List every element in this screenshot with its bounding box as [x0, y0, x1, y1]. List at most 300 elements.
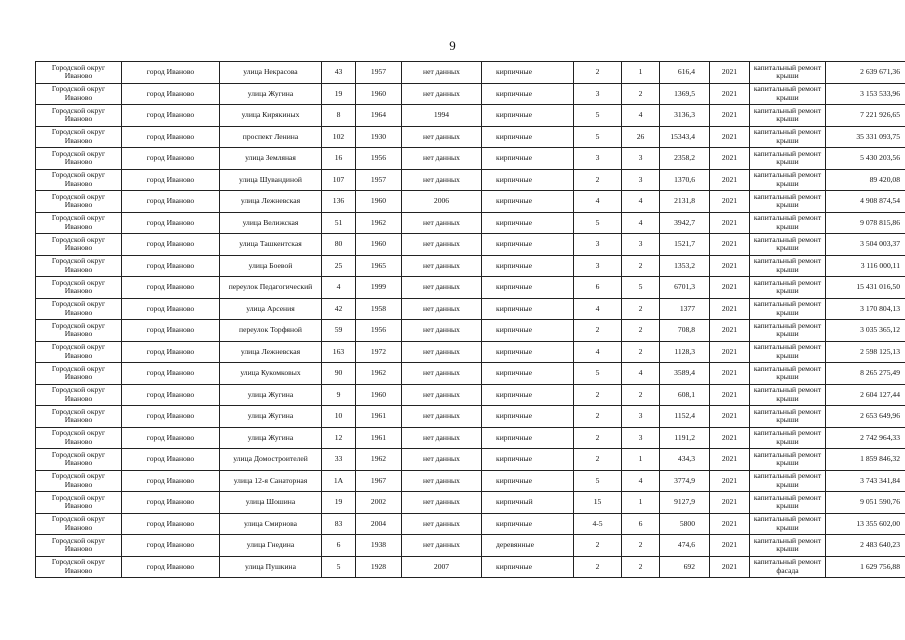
cell-municipality: Городской округ Иваново [36, 212, 122, 234]
cell-cost: 2 639 671,36 [826, 62, 905, 84]
cell-work-type: капитальный ремонт крыши [750, 169, 826, 191]
cell-work-type: капитальный ремонт крыши [750, 62, 826, 84]
cell-wall-material: деревянные [482, 535, 574, 557]
cell-entrances: 3 [622, 234, 660, 256]
cell-area: 9127,9 [660, 492, 710, 514]
cell-plan-year: 2021 [710, 513, 750, 535]
cell-street: улица Пушкина [220, 556, 322, 578]
cell-area: 474,6 [660, 535, 710, 557]
cell-work-type: капитальный ремонт крыши [750, 513, 826, 535]
cell-work-type: капитальный ремонт фасада [750, 556, 826, 578]
cell-house-number: 12 [322, 427, 356, 449]
cell-street: улица 12-я Санаторная [220, 470, 322, 492]
cell-settlement: город Иваново [122, 535, 220, 557]
cell-plan-year: 2021 [710, 255, 750, 277]
cell-renovation-year: 2007 [402, 556, 482, 578]
cell-municipality: Городской округ Иваново [36, 169, 122, 191]
cell-floors: 4 [574, 191, 622, 213]
cell-settlement: город Иваново [122, 277, 220, 299]
cell-wall-material: кирпичные [482, 384, 574, 406]
cell-entrances: 2 [622, 83, 660, 105]
cell-work-type: капитальный ремонт крыши [750, 341, 826, 363]
cell-renovation-year: нет данных [402, 384, 482, 406]
cell-renovation-year: нет данных [402, 363, 482, 385]
page-number: 9 [449, 38, 456, 53]
cell-wall-material: кирпичные [482, 62, 574, 84]
cell-work-type: капитальный ремонт крыши [750, 427, 826, 449]
cell-cost: 35 331 093,75 [826, 126, 905, 148]
cell-area: 3942,7 [660, 212, 710, 234]
cell-work-type: капитальный ремонт крыши [750, 255, 826, 277]
cell-entrances: 1 [622, 449, 660, 471]
cell-settlement: город Иваново [122, 212, 220, 234]
cell-house-number: 9 [322, 384, 356, 406]
cell-area: 1370,6 [660, 169, 710, 191]
cell-street: улица Гнедина [220, 535, 322, 557]
cell-area: 434,3 [660, 449, 710, 471]
cell-area: 708,8 [660, 320, 710, 342]
cell-area: 692 [660, 556, 710, 578]
cell-settlement: город Иваново [122, 470, 220, 492]
cell-area: 2358,2 [660, 148, 710, 170]
cell-municipality: Городской округ Иваново [36, 492, 122, 514]
cell-area: 1369,5 [660, 83, 710, 105]
cell-renovation-year: нет данных [402, 255, 482, 277]
cell-build-year: 2004 [356, 513, 402, 535]
cell-build-year: 1928 [356, 556, 402, 578]
cell-floors: 4-5 [574, 513, 622, 535]
cell-wall-material: кирпичные [482, 212, 574, 234]
cell-plan-year: 2021 [710, 406, 750, 428]
cell-renovation-year: 2006 [402, 191, 482, 213]
cell-settlement: город Иваново [122, 191, 220, 213]
cell-build-year: 1962 [356, 449, 402, 471]
cell-wall-material: кирпичные [482, 406, 574, 428]
cell-house-number: 83 [322, 513, 356, 535]
cell-build-year: 1960 [356, 191, 402, 213]
cell-area: 1152,4 [660, 406, 710, 428]
cell-wall-material: кирпичные [482, 298, 574, 320]
cell-entrances: 3 [622, 169, 660, 191]
cell-work-type: капитальный ремонт крыши [750, 234, 826, 256]
cell-municipality: Городской округ Иваново [36, 234, 122, 256]
table-row [36, 406, 905, 428]
cell-wall-material: кирпичные [482, 513, 574, 535]
cell-settlement: город Иваново [122, 234, 220, 256]
table-row [36, 298, 905, 320]
cell-floors: 5 [574, 470, 622, 492]
cell-renovation-year: нет данных [402, 470, 482, 492]
cell-settlement: город Иваново [122, 363, 220, 385]
cell-wall-material: кирпичные [482, 277, 574, 299]
cell-street: улица Велижская [220, 212, 322, 234]
cell-build-year: 2002 [356, 492, 402, 514]
cell-build-year: 1999 [356, 277, 402, 299]
cell-house-number: 102 [322, 126, 356, 148]
cell-cost: 2 483 640,23 [826, 535, 905, 557]
cell-wall-material: кирпичный [482, 492, 574, 514]
cell-cost: 3 743 341,84 [826, 470, 905, 492]
cell-area: 1191,2 [660, 427, 710, 449]
table-row [36, 234, 905, 256]
table-row [36, 556, 905, 578]
cell-area: 1521,7 [660, 234, 710, 256]
cell-wall-material: кирпичные [482, 83, 574, 105]
cell-settlement: город Иваново [122, 148, 220, 170]
cell-wall-material: кирпичные [482, 449, 574, 471]
cell-work-type: капитальный ремонт крыши [750, 470, 826, 492]
cell-plan-year: 2021 [710, 83, 750, 105]
cell-street: улица Земляная [220, 148, 322, 170]
cell-cost: 13 355 602,00 [826, 513, 905, 535]
cell-wall-material: кирпичные [482, 126, 574, 148]
cell-settlement: город Иваново [122, 62, 220, 84]
cell-plan-year: 2021 [710, 556, 750, 578]
cell-floors: 2 [574, 427, 622, 449]
cell-build-year: 1930 [356, 126, 402, 148]
cell-house-number: 107 [322, 169, 356, 191]
cell-build-year: 1956 [356, 148, 402, 170]
cell-build-year: 1957 [356, 169, 402, 191]
cell-wall-material: кирпичные [482, 255, 574, 277]
cell-plan-year: 2021 [710, 105, 750, 127]
cell-entrances: 3 [622, 427, 660, 449]
cell-floors: 3 [574, 255, 622, 277]
cell-floors: 2 [574, 169, 622, 191]
cell-renovation-year: нет данных [402, 406, 482, 428]
cell-entrances: 2 [622, 384, 660, 406]
cell-municipality: Городской округ Иваново [36, 298, 122, 320]
cell-municipality: Городской округ Иваново [36, 363, 122, 385]
cell-settlement: город Иваново [122, 492, 220, 514]
cell-settlement: город Иваново [122, 298, 220, 320]
cell-renovation-year: нет данных [402, 148, 482, 170]
cell-street: улица Жугина [220, 384, 322, 406]
cell-work-type: капитальный ремонт крыши [750, 83, 826, 105]
cell-floors: 5 [574, 363, 622, 385]
cell-area: 3589,4 [660, 363, 710, 385]
cell-work-type: капитальный ремонт крыши [750, 363, 826, 385]
cell-street: улица Кукомковых [220, 363, 322, 385]
cell-settlement: город Иваново [122, 556, 220, 578]
cell-renovation-year: нет данных [402, 513, 482, 535]
table-row [36, 105, 905, 127]
cell-street: улица Смирнова [220, 513, 322, 535]
cell-municipality: Городской округ Иваново [36, 62, 122, 84]
cell-build-year: 1967 [356, 470, 402, 492]
cell-municipality: Городской округ Иваново [36, 535, 122, 557]
cell-street: улица Домостроителей [220, 449, 322, 471]
cell-area: 2131,8 [660, 191, 710, 213]
cell-street: улица Жугина [220, 406, 322, 428]
cell-wall-material: кирпичные [482, 341, 574, 363]
cell-work-type: капитальный ремонт крыши [750, 277, 826, 299]
cell-street: переулок Педагогический [220, 277, 322, 299]
cell-renovation-year: нет данных [402, 449, 482, 471]
cell-settlement: город Иваново [122, 169, 220, 191]
cell-wall-material: кирпичные [482, 105, 574, 127]
cell-entrances: 26 [622, 126, 660, 148]
cell-plan-year: 2021 [710, 62, 750, 84]
cell-floors: 4 [574, 298, 622, 320]
cell-build-year: 1960 [356, 234, 402, 256]
cell-build-year: 1961 [356, 427, 402, 449]
cell-renovation-year: нет данных [402, 83, 482, 105]
table-row [36, 492, 905, 514]
cell-cost: 3 153 533,96 [826, 83, 905, 105]
cell-entrances: 3 [622, 148, 660, 170]
cell-entrances: 2 [622, 298, 660, 320]
cell-municipality: Городской округ Иваново [36, 191, 122, 213]
cell-plan-year: 2021 [710, 298, 750, 320]
cell-street: улица Лежневская [220, 191, 322, 213]
cell-work-type: капитальный ремонт крыши [750, 191, 826, 213]
cell-entrances: 4 [622, 363, 660, 385]
cell-plan-year: 2021 [710, 234, 750, 256]
cell-cost: 1 629 756,88 [826, 556, 905, 578]
cell-renovation-year: нет данных [402, 341, 482, 363]
cell-entrances: 4 [622, 470, 660, 492]
cell-floors: 2 [574, 406, 622, 428]
cell-cost: 1 859 846,32 [826, 449, 905, 471]
cell-renovation-year: нет данных [402, 320, 482, 342]
cell-area: 608,1 [660, 384, 710, 406]
cell-work-type: капитальный ремонт крыши [750, 212, 826, 234]
cell-municipality: Городской округ Иваново [36, 406, 122, 428]
cell-cost: 2 604 127,44 [826, 384, 905, 406]
cell-cost: 2 598 125,13 [826, 341, 905, 363]
cell-house-number: 16 [322, 148, 356, 170]
cell-work-type: капитальный ремонт крыши [750, 535, 826, 557]
cell-floors: 2 [574, 62, 622, 84]
cell-settlement: город Иваново [122, 341, 220, 363]
table-row [36, 320, 905, 342]
cell-plan-year: 2021 [710, 320, 750, 342]
cell-house-number: 19 [322, 492, 356, 514]
cell-wall-material: кирпичные [482, 470, 574, 492]
cell-floors: 4 [574, 341, 622, 363]
cell-settlement: город Иваново [122, 513, 220, 535]
cell-plan-year: 2021 [710, 535, 750, 557]
cell-cost: 15 431 016,50 [826, 277, 905, 299]
cell-municipality: Городской округ Иваново [36, 126, 122, 148]
cell-area: 5800 [660, 513, 710, 535]
cell-plan-year: 2021 [710, 384, 750, 406]
cell-municipality: Городской округ Иваново [36, 341, 122, 363]
cell-floors: 5 [574, 105, 622, 127]
cell-build-year: 1972 [356, 341, 402, 363]
cell-work-type: капитальный ремонт крыши [750, 406, 826, 428]
cell-plan-year: 2021 [710, 126, 750, 148]
cell-floors: 2 [574, 556, 622, 578]
cell-renovation-year: нет данных [402, 234, 482, 256]
cell-municipality: Городской округ Иваново [36, 277, 122, 299]
cell-wall-material: кирпичные [482, 363, 574, 385]
cell-cost: 4 908 874,54 [826, 191, 905, 213]
cell-plan-year: 2021 [710, 341, 750, 363]
cell-floors: 2 [574, 384, 622, 406]
cell-renovation-year: нет данных [402, 126, 482, 148]
cell-plan-year: 2021 [710, 363, 750, 385]
cell-entrances: 4 [622, 212, 660, 234]
cell-entrances: 2 [622, 535, 660, 557]
cell-wall-material: кирпичные [482, 320, 574, 342]
cell-municipality: Городской округ Иваново [36, 513, 122, 535]
cell-street: улица Арсения [220, 298, 322, 320]
cell-house-number: 163 [322, 341, 356, 363]
cell-entrances: 2 [622, 320, 660, 342]
cell-entrances: 2 [622, 255, 660, 277]
cell-house-number: 25 [322, 255, 356, 277]
cell-wall-material: кирпичные [482, 556, 574, 578]
cell-renovation-year: нет данных [402, 427, 482, 449]
cell-work-type: капитальный ремонт крыши [750, 148, 826, 170]
cell-settlement: город Иваново [122, 406, 220, 428]
cell-cost: 8 265 275,49 [826, 363, 905, 385]
cell-work-type: капитальный ремонт крыши [750, 298, 826, 320]
cell-build-year: 1962 [356, 363, 402, 385]
cell-area: 1353,2 [660, 255, 710, 277]
cell-plan-year: 2021 [710, 492, 750, 514]
cell-municipality: Городской округ Иваново [36, 427, 122, 449]
cell-build-year: 1960 [356, 83, 402, 105]
cell-cost: 3 035 365,12 [826, 320, 905, 342]
table-row [36, 449, 905, 471]
registry-body [36, 62, 905, 578]
cell-municipality: Городской округ Иваново [36, 83, 122, 105]
cell-floors: 3 [574, 234, 622, 256]
cell-municipality: Городской округ Иваново [36, 105, 122, 127]
cell-entrances: 2 [622, 341, 660, 363]
cell-plan-year: 2021 [710, 427, 750, 449]
cell-cost: 89 420,08 [826, 169, 905, 191]
cell-house-number: 33 [322, 449, 356, 471]
cell-house-number: 5 [322, 556, 356, 578]
cell-renovation-year: 1994 [402, 105, 482, 127]
table-row [36, 470, 905, 492]
cell-plan-year: 2021 [710, 470, 750, 492]
cell-municipality: Городской округ Иваново [36, 148, 122, 170]
cell-cost: 2 742 964,33 [826, 427, 905, 449]
cell-entrances: 1 [622, 62, 660, 84]
cell-cost: 7 221 926,65 [826, 105, 905, 127]
cell-municipality: Городской округ Иваново [36, 556, 122, 578]
cell-street: улица Жугина [220, 427, 322, 449]
cell-municipality: Городской округ Иваново [36, 470, 122, 492]
cell-plan-year: 2021 [710, 212, 750, 234]
cell-settlement: город Иваново [122, 384, 220, 406]
cell-entrances: 5 [622, 277, 660, 299]
table-row [36, 277, 905, 299]
cell-renovation-year: нет данных [402, 212, 482, 234]
cell-area: 3136,3 [660, 105, 710, 127]
table-row [36, 212, 905, 234]
cell-wall-material: кирпичные [482, 427, 574, 449]
table-row [36, 255, 905, 277]
cell-house-number: 1А [322, 470, 356, 492]
cell-house-number: 6 [322, 535, 356, 557]
cell-area: 3774,9 [660, 470, 710, 492]
cell-municipality: Городской округ Иваново [36, 449, 122, 471]
cell-entrances: 1 [622, 492, 660, 514]
cell-entrances: 6 [622, 513, 660, 535]
cell-settlement: город Иваново [122, 427, 220, 449]
cell-area: 6701,3 [660, 277, 710, 299]
cell-house-number: 90 [322, 363, 356, 385]
cell-house-number: 19 [322, 83, 356, 105]
cell-work-type: капитальный ремонт крыши [750, 320, 826, 342]
cell-build-year: 1962 [356, 212, 402, 234]
cell-build-year: 1961 [356, 406, 402, 428]
cell-settlement: город Иваново [122, 255, 220, 277]
cell-settlement: город Иваново [122, 320, 220, 342]
cell-cost: 2 653 649,96 [826, 406, 905, 428]
table-row [36, 427, 905, 449]
cell-renovation-year: нет данных [402, 277, 482, 299]
cell-street: улица Ташкентская [220, 234, 322, 256]
cell-work-type: капитальный ремонт крыши [750, 449, 826, 471]
cell-work-type: капитальный ремонт крыши [750, 126, 826, 148]
table-row [36, 169, 905, 191]
cell-area: 1377 [660, 298, 710, 320]
cell-house-number: 80 [322, 234, 356, 256]
cell-entrances: 4 [622, 105, 660, 127]
cell-floors: 15 [574, 492, 622, 514]
cell-cost: 3 116 000,11 [826, 255, 905, 277]
cell-floors: 5 [574, 126, 622, 148]
cell-build-year: 1957 [356, 62, 402, 84]
cell-cost: 9 078 815,86 [826, 212, 905, 234]
cell-plan-year: 2021 [710, 449, 750, 471]
cell-plan-year: 2021 [710, 148, 750, 170]
cell-floors: 5 [574, 212, 622, 234]
cell-cost: 3 504 003,37 [826, 234, 905, 256]
cell-plan-year: 2021 [710, 277, 750, 299]
cell-street: улица Кирякиных [220, 105, 322, 127]
cell-wall-material: кирпичные [482, 148, 574, 170]
cell-renovation-year: нет данных [402, 298, 482, 320]
cell-build-year: 1958 [356, 298, 402, 320]
cell-build-year: 1964 [356, 105, 402, 127]
table-row [36, 513, 905, 535]
cell-street: переулок Торфяной [220, 320, 322, 342]
cell-build-year: 1956 [356, 320, 402, 342]
housing-registry-table [35, 61, 905, 578]
table-row [36, 341, 905, 363]
cell-floors: 3 [574, 83, 622, 105]
table-row [36, 62, 905, 84]
cell-settlement: город Иваново [122, 449, 220, 471]
cell-build-year: 1938 [356, 535, 402, 557]
cell-house-number: 8 [322, 105, 356, 127]
cell-house-number: 10 [322, 406, 356, 428]
cell-renovation-year: нет данных [402, 169, 482, 191]
cell-renovation-year: нет данных [402, 535, 482, 557]
table-row [36, 126, 905, 148]
cell-street: улица Лежневская [220, 341, 322, 363]
cell-settlement: город Иваново [122, 105, 220, 127]
cell-street: улица Шошина [220, 492, 322, 514]
table-row [36, 535, 905, 557]
cell-renovation-year: нет данных [402, 492, 482, 514]
cell-house-number: 136 [322, 191, 356, 213]
cell-cost: 5 430 203,56 [826, 148, 905, 170]
cell-wall-material: кирпичные [482, 191, 574, 213]
cell-street: улица Боевой [220, 255, 322, 277]
table-row [36, 363, 905, 385]
cell-area: 15343,4 [660, 126, 710, 148]
cell-renovation-year: нет данных [402, 62, 482, 84]
